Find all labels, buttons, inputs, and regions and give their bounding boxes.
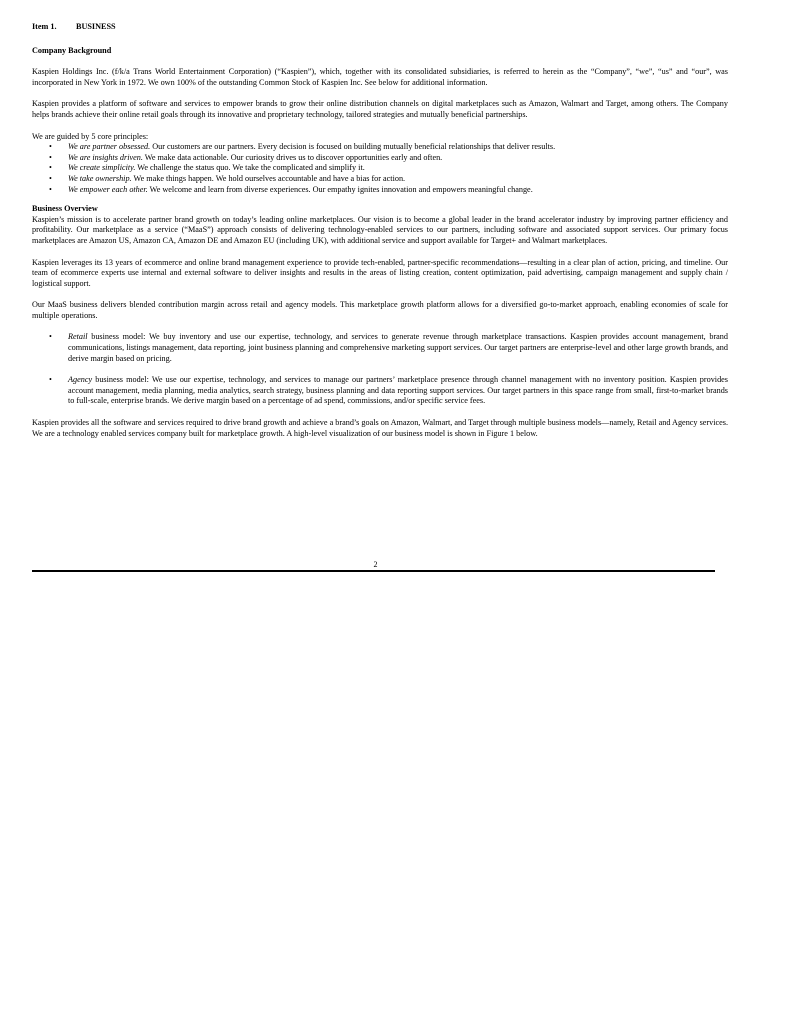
principles-intro: We are guided by 5 core principles: (32, 131, 149, 141)
principle-text: We make data actionable. Our curiosity drives us to discover opportunities early and often. (142, 152, 443, 162)
item-title: BUSINESS (76, 22, 116, 31)
principle-item (49, 163, 728, 174)
principle-item (49, 174, 728, 185)
company-background-paragraph-2: Kaspien provides a platform of software and services to empower brands to grow their online distribution channels on digital marketplaces such as Amazon, Walmart and Target, among others. The Company helps brands achieve their online retail goals through its innovative and proprietary technology, tailored strategies and mutually beneficial partnerships. (32, 99, 728, 119)
principle-title: We take ownership. (68, 173, 132, 183)
company-background-paragraph-1: Kaspien Holdings Inc. (f/k/a Trans World Entertainment Corporation) (“Kaspien”), which, together with its consolidated subsidiaries, is referred to herein as the “Company”, “we”, “us” and “our”, was incorporated in New York in 1972. We own 100% of the outstanding Common Stock of Kaspien Inc. See below for additional information. (32, 67, 728, 87)
business-overview-heading: Business Overview (32, 204, 98, 214)
principle-text: Our customers are our partners. Every decision is focused on building mutually beneficial relationships that deliver results. (150, 142, 556, 152)
business-overview-paragraph-1: Kaspien’s mission is to accelerate partner brand growth on today’s leading online marketplaces. Our vision is to become a global leader in the brand accelerator industry by improving partner efficiency and profitability. Our marketplace as a service (“MaaS”) approach consists of delivering technology-enabled services to our partners, including software and associated support services. Our primary focus marketplaces are Amazon US, Amazon CA, Amazon DE and Amazon EU (including UK), with additional service and support available for Target+ and Walmart marketplaces. (32, 214, 728, 245)
principle-text: We welcome and learn from diverse experiences. Our empathy ignites innovation and empowers meaningful change. (147, 184, 533, 194)
business-overview-paragraph-3: Our MaaS business delivers blended contribution margin across retail and agency models. This marketplace growth platform allows for a diversified go-to-market approach, enabling economies of scale for multiple operations. (32, 300, 728, 320)
company-background-heading: Company Background (32, 45, 112, 55)
business-overview-paragraph-2: Kaspien leverages its 13 years of ecommerce and online brand management experience to provide tech-enabled, partner-specific recommendations—resulting in a clear plan of action, pricing, and timeline. Our team of ecommerce experts use internal and external software to deliver insights and results in the areas of listing creation, content optimization, paid advertising, campaign management and supply chain / logistical support. (32, 257, 728, 288)
item-heading (32, 22, 728, 33)
principle-title: We are insights driven. (68, 152, 143, 162)
principle-item (49, 153, 728, 164)
business-model-text: business model: We use our expertise, technology, and services to manage our partners’ marketplace presence through channel management with no inventory position. Kaspien provides account management, media planning, media analytics, search strategy, business planning and data reporting support services. Our target partners in this space range from small, first-to-market brands to full-scale, enterprise brands. We derive margin based on a percentage of ad spend, commissions, and/or specific service fees. (68, 375, 728, 406)
document-page (32, 22, 728, 439)
business-model-item (49, 332, 728, 364)
page-number: 2 (373, 560, 378, 569)
principle-title: We empower each other. (68, 184, 148, 194)
page-divider (32, 570, 715, 572)
business-model-item (49, 375, 728, 407)
principles-list (32, 142, 728, 195)
principle-item (49, 185, 728, 196)
business-model-title: Retail (68, 332, 88, 342)
principle-text: We challenge the status quo. We take the complicated and simplify it. (135, 163, 365, 173)
business-model-text: business model: We buy inventory and use our expertise, technology, and services to generate revenue through marketplace transactions. Kaspien provides account management, brand communications, listings management, data reporting, joint business planning and comprehensive marketing support services. Our target partners are enterprise-level and other large growth brands, and derive margin based on pricing. (68, 332, 728, 363)
principle-item (49, 142, 728, 153)
business-models-list (32, 332, 728, 407)
principle-text: We make things happen. We hold ourselves accountable and have a bias for action. (131, 173, 406, 183)
principle-title: We create simplicity. (68, 163, 136, 173)
business-model-title: Agency (68, 375, 93, 385)
item-number: Item 1. (32, 22, 57, 31)
business-overview-paragraph-4: Kaspien provides all the software and services required to drive brand growth and achieve a brand’s goals on Amazon, Walmart, and Target through multiple business models—namely, Retail and Agency services. We are a technology enabled services company built for marketplace growth. A high-level visualization of our business model is shown in Figure 1 below. (32, 418, 728, 438)
principle-title: We are partner obsessed. (68, 142, 151, 152)
